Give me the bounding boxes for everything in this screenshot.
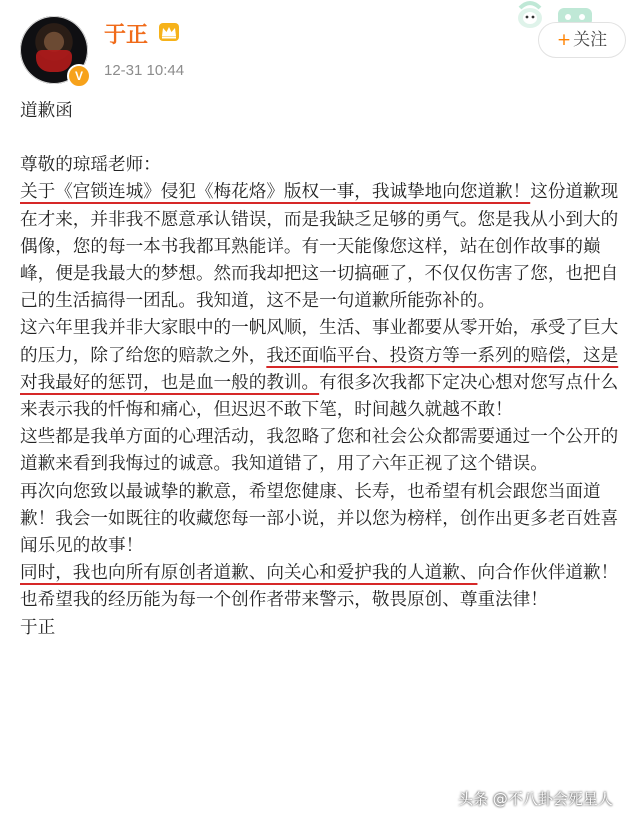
underlined-compensation: 我还面临平台、投资方等一系列的赔偿，这是对我最好的惩罚，也是血一般的教训。	[20, 345, 619, 393]
letter-title: 道歉函	[20, 101, 73, 121]
paragraph-3: 这些都是我单方面的心理活动，我忽略了您和社会公众都需要通过一个公开的道歉来看到我悔过的诚意。我知道错了，用了六年正视了这个错误。	[20, 427, 619, 475]
signature: 于正	[20, 617, 56, 638]
paragraph-2-start: 这六年里我并非大家眼中的一帆风顺，生活、事业都要从零开始，承受了巨大的压力，除了给您的赔款之外，	[20, 318, 619, 366]
paragraph-2-end: 有很多次我都下定决心想对您写点什么来表示我的忏悔和痛心，但迟迟不敢下笔，时间越久就越不敢！	[20, 372, 619, 421]
underlined-apology: 关于《宫锁连城》侵犯《梅花烙》版权一事，我诚挚地向您道歉！	[20, 182, 531, 203]
paragraph-2	[20, 315, 632, 424]
watermark: 头条 @不八卦会死星人	[458, 790, 613, 808]
paragraph-5-rest: 向合作伙伴道歉！也希望我的经历能为每一个创作者带来警示，敬畏原创、尊重法律！	[20, 563, 619, 611]
paragraph-5	[20, 560, 632, 614]
paragraph-4: 再次向您致以最诚挚的歉意，希望您健康、长寿，也希望有机会跟您当面道歉！我会一如既往的收藏您每一部小说，并以您为榜样，创作出更多老百姓喜闻乐见的故事！	[20, 481, 619, 557]
salutation: 尊敬的琼瑶老师：	[20, 155, 161, 176]
paragraph-1-rest: 这份道歉现在才来，并非我不愿意承认错误，而是我缺乏足够的勇气。您是我从小到大的偶像，您的每一本书我都耳熟能详。有一天能像您这样，站在创作故事的巅峰，便是我最大的梦想。然而我却把这一切搞砸了，不仅仅伤害了您，也把自己的生活搞得一团乱。我知道，这不是一句道歉所能弥补的。	[20, 182, 619, 312]
underlined-general-apology: 同时，我也向所有原创者道歉、向关心和爱护我的人道歉、	[20, 563, 478, 584]
follow-button[interactable]	[538, 22, 626, 58]
follow-label: 关注	[573, 30, 608, 50]
post-body	[20, 98, 632, 642]
post-header	[0, 0, 641, 92]
spacer	[20, 125, 632, 152]
post-timestamp: 12-31 10:44	[104, 62, 185, 79]
crown-icon	[158, 22, 180, 42]
verified-badge-icon: V	[67, 64, 91, 88]
username[interactable]: 于正	[104, 23, 149, 48]
plus-icon: +	[556, 30, 572, 50]
paragraph-1	[20, 179, 632, 315]
